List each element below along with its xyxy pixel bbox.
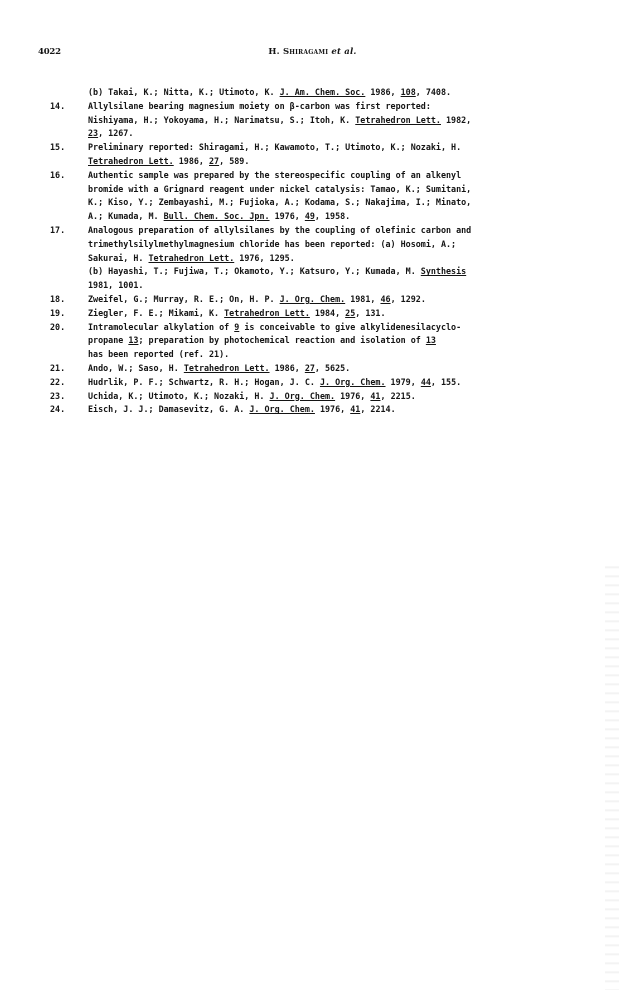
scan-edge-artifact <box>605 560 619 990</box>
reference-underlined-segment: Tetrahedron Lett. <box>224 307 310 318</box>
reference-number: 15. <box>50 142 66 153</box>
reference-text <box>88 224 471 238</box>
reference-line <box>50 196 610 210</box>
reference-line <box>50 362 610 376</box>
reference-segment: , 155. <box>430 376 462 387</box>
reference-text <box>88 403 396 417</box>
reference-segment: Sakurai, H. <box>88 252 149 263</box>
reference-underlined-segment: 13 <box>128 335 139 346</box>
reference-segment: 1981, 1001. <box>88 280 144 291</box>
reference-underlined-segment: 44 <box>420 376 431 387</box>
reference-segment: 1981, <box>345 293 381 304</box>
reference-segment: , 2215. <box>380 390 416 401</box>
reference-list <box>50 86 610 417</box>
reference-text <box>88 169 461 183</box>
reference-underlined-segment: 46 <box>380 293 391 304</box>
reference-text <box>88 334 436 348</box>
reference-line <box>50 224 610 238</box>
reference-number: 14. <box>50 100 66 111</box>
reference-line <box>50 279 610 293</box>
reference-segment: , 7408. <box>415 87 452 97</box>
reference-segment: 1976, 1295. <box>234 252 295 263</box>
reference-underlined-segment: J. Org. Chem. <box>269 390 336 401</box>
reference-underlined-segment: 41 <box>370 390 381 401</box>
reference-underlined-segment: Tetrahedron Lett. <box>88 155 174 166</box>
reference-line <box>50 252 610 266</box>
reference-underlined-segment: J. Org. Chem. <box>319 376 386 387</box>
reference-number: 16. <box>50 169 66 180</box>
reference-segment: A.; Kumada, M. <box>88 211 164 222</box>
reference-text <box>88 114 471 128</box>
reference-underlined-segment: 108 <box>400 87 416 97</box>
reference-underlined-segment: 27 <box>209 155 220 166</box>
reference-number: 17. <box>50 224 66 235</box>
reference-segment: (b) Takai, K.; Nitta, K.; Utimoto, K. <box>88 87 280 97</box>
reference-segment: , 1292. <box>390 293 426 304</box>
reference-text <box>88 141 461 155</box>
reference-line <box>50 334 610 348</box>
reference-number: 21. <box>50 362 66 373</box>
reference-segment: Allylsilane bearing magnesium moiety on β-carbon was first reported: <box>88 100 431 111</box>
reference-text <box>88 86 451 100</box>
reference-line <box>50 141 610 155</box>
reference-underlined-segment: 25 <box>345 307 356 318</box>
reference-segment: Hudrlik, P. F.; Schwartz, R. H.; Hogan, J. C. <box>88 376 320 387</box>
reference-line <box>50 127 610 141</box>
reference-segment: 1986, <box>365 87 401 97</box>
reference-text <box>88 238 456 252</box>
reference-text <box>88 100 431 114</box>
reference-line <box>50 155 610 169</box>
reference-segment: 1976, <box>314 404 351 415</box>
reference-line <box>50 307 610 321</box>
reference-text <box>88 362 350 376</box>
reference-segment: , 131. <box>355 307 386 318</box>
reference-underlined-segment: 41 <box>350 404 361 415</box>
reference-line <box>50 183 610 197</box>
reference-line <box>50 114 610 128</box>
reference-underlined-segment: J. Org. Chem. <box>279 293 346 304</box>
running-head <box>0 47 625 57</box>
reference-text <box>88 348 229 362</box>
reference-text <box>88 183 471 197</box>
page-number: 4022 <box>38 47 61 57</box>
reference-segment: Uchida, K.; Utimoto, K.; Nozaki, H. <box>88 390 270 401</box>
reference-text <box>88 265 466 279</box>
reference-text <box>88 376 461 390</box>
reference-segment: , 1958. <box>314 211 351 222</box>
reference-segment: Eisch, J. J.; Damasevitz, G. A. <box>88 404 250 415</box>
reference-line <box>50 169 610 183</box>
reference-text <box>88 155 249 169</box>
reference-segment: ; preparation by photochemical reaction and isolation of <box>138 335 426 346</box>
running-head-etal: et al. <box>331 47 357 57</box>
reference-underlined-segment: Tetrahedron Lett. <box>183 362 270 373</box>
reference-segment: K.; Kiso, Y.; Zembayashi, M.; Fujioka, A.; Kodama, S.; Nakajima, I.; Minato, <box>88 197 472 208</box>
reference-line <box>50 390 610 404</box>
reference-segment: is conceivable to give alkylidenesilacyclo- <box>239 321 462 332</box>
reference-segment: Analogous preparation of allylsilanes by the coupling of olefinic carbon and <box>88 224 472 235</box>
reference-segment: Ziegler, F. E.; Mikami, K. <box>88 307 225 318</box>
reference-number: 18. <box>50 293 66 304</box>
reference-underlined-segment: Synthesis <box>420 266 467 277</box>
reference-number: 19. <box>50 307 66 318</box>
reference-segment: has been reported (ref. 21). <box>88 349 230 360</box>
reference-underlined-segment: 23 <box>88 128 99 139</box>
reference-number: 22. <box>50 376 66 387</box>
reference-underlined-segment: J. Am. Chem. Soc. <box>279 87 366 97</box>
reference-segment: , 589. <box>219 155 250 166</box>
reference-underlined-segment: 27 <box>304 362 315 373</box>
reference-line <box>50 265 610 279</box>
reference-segment: Ando, W.; Saso, H. <box>88 362 184 373</box>
reference-segment: Intramolecular alkylation of <box>88 321 235 332</box>
reference-line <box>50 348 610 362</box>
reference-line <box>50 403 610 417</box>
reference-text <box>88 210 350 224</box>
reference-text <box>88 307 386 321</box>
reference-text <box>88 279 143 293</box>
reference-text <box>88 321 461 335</box>
reference-underlined-segment: Tetrahedron Lett. <box>355 114 441 125</box>
reference-number: 20. <box>50 321 66 332</box>
reference-underlined-segment: 13 <box>425 335 436 346</box>
reference-segment: Authentic sample was prepared by the stereospecific coupling of an alkenyl <box>88 169 462 180</box>
reference-segment: 1976, <box>269 211 305 222</box>
reference-line <box>50 238 610 252</box>
reference-segment: trimethylsilylmethylmagnesium chloride has been reported: (a) Hosomi, A.; <box>88 238 457 249</box>
reference-line <box>50 321 610 335</box>
reference-number: 23. <box>50 390 66 401</box>
reference-segment: , 1267. <box>98 128 134 139</box>
reference-text <box>88 293 426 307</box>
reference-underlined-segment: Bull. Chem. Soc. Jpn. <box>163 211 270 222</box>
reference-segment: bromide with a Grignard reagent under nickel catalysis: Tamao, K.; Sumitani, <box>88 183 472 194</box>
reference-segment: , 2214. <box>360 404 396 415</box>
reference-segment: (b) Hayashi, T.; Fujiwa, T.; Okamoto, Y.; Katsuro, Y.; Kumada, M. <box>88 266 421 277</box>
reference-segment: Zweifel, G.; Murray, R. E.; On, H. P. <box>88 293 280 304</box>
reference-underlined-segment: Tetrahedron Lett. <box>148 252 235 263</box>
reference-segment: 1979, <box>385 376 421 387</box>
reference-segment: 1984, <box>309 307 346 318</box>
reference-underlined-segment: J. Org. Chem. <box>249 404 315 415</box>
reference-underlined-segment: 49 <box>304 211 315 222</box>
running-head-author: H. Shiragami <box>268 47 329 57</box>
reference-underlined-segment: 9 <box>234 321 240 332</box>
reference-segment: 1976, <box>335 390 371 401</box>
reference-number: 24. <box>50 404 66 415</box>
reference-line <box>50 210 610 224</box>
reference-text <box>88 127 133 141</box>
reference-segment: propane <box>88 335 129 346</box>
reference-text <box>88 252 295 266</box>
reference-segment: Nishiyama, H.; Yokoyama, H.; Narimatsu, S.; Itoh, K. <box>88 114 356 125</box>
reference-line <box>50 100 610 114</box>
reference-line <box>50 86 610 100</box>
reference-segment: Preliminary reported: Shiragami, H.; Kawamoto, T.; Utimoto, K.; Nozaki, H. <box>88 142 462 153</box>
reference-segment: 1986, <box>173 155 210 166</box>
reference-line <box>50 293 610 307</box>
reference-segment: 1986, <box>269 362 305 373</box>
reference-segment: 1982, <box>440 114 472 125</box>
reference-text <box>88 196 471 210</box>
reference-segment: , 5625. <box>314 362 351 373</box>
reference-text <box>88 390 416 404</box>
reference-line <box>50 376 610 390</box>
